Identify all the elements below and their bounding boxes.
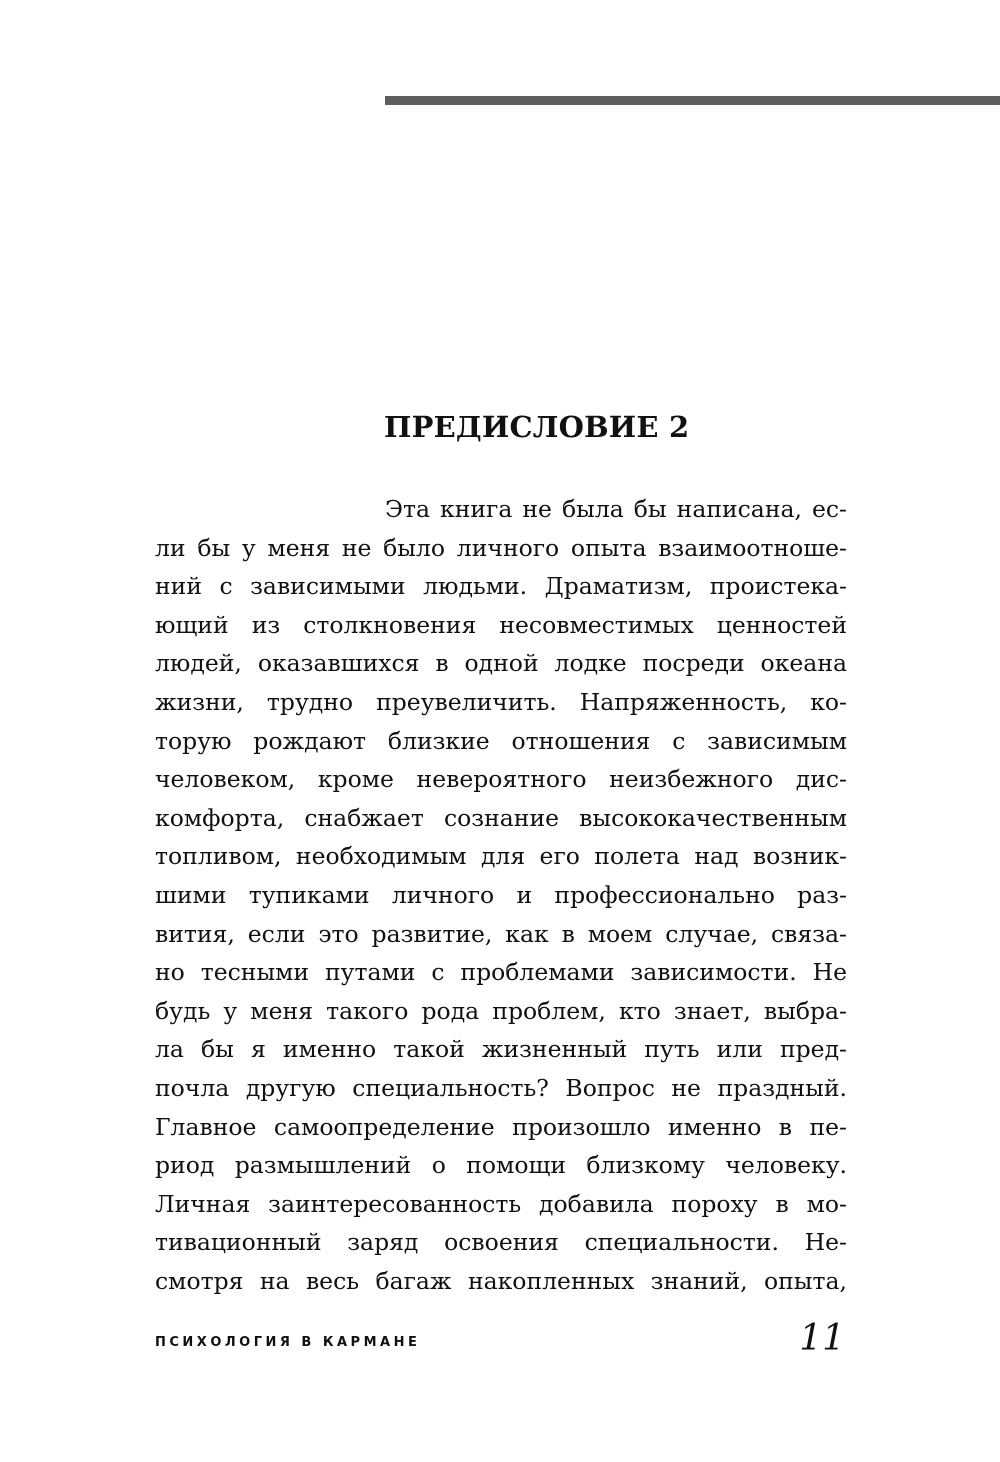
body-line: риод размышлений о помощи близкому человеку. [155, 1151, 847, 1180]
body-line: торую рождают близкие отношения с зависимым [155, 726, 847, 755]
body-line: комфорта, снабжает сознание высококачественным [155, 803, 847, 832]
body-line: топливом, необходимым для его полета над возник- [155, 842, 847, 871]
body-line: но тесными путами с проблемами зависимости. Не [155, 958, 847, 987]
body-line: тивационный заряд освоения специальности. Не- [155, 1228, 847, 1257]
running-footer-title: ПСИХОЛОГИЯ В КАРМАНЕ [155, 1335, 421, 1350]
body-line: ла бы я именно такой жизненный путь или пред- [155, 1035, 847, 1064]
body-line: будь у меня такого рода проблем, кто знает, выбра- [155, 996, 847, 1025]
body-line: человеком, кроме невероятного неизбежного дис- [155, 765, 847, 794]
body-line: Эта книга не была бы написана, ес- [385, 495, 847, 523]
body-line: жизни, трудно преувеличить. Напряженность, ко- [155, 687, 847, 716]
body-line: ли бы у меня не было личного опыта взаимоотноше- [155, 533, 847, 562]
body-line: почла другую специальность? Вопрос не праздный. [155, 1073, 847, 1102]
page-number: 11 [799, 1318, 845, 1359]
body-line: ющий из столкновения несовместимых ценностей [155, 610, 847, 639]
body-text [155, 490, 847, 1300]
top-rule [385, 96, 1000, 105]
body-line: ний с зависимыми людьми. Драматизм, проистека- [155, 572, 847, 601]
body-line: Личная заинтересованность добавила пороху в мо- [155, 1189, 847, 1218]
chapter-title: ПРЕДИСЛОВИЕ 2 [384, 410, 690, 444]
body-line: Главное самоопределение произошло именно в пе- [155, 1112, 847, 1141]
body-line: вития, если это развитие, как в моем случае, связа- [155, 919, 847, 948]
body-line: людей, оказавшихся в одной лодке посреди океана [155, 649, 847, 678]
body-line: шими тупиками личного и профессионально раз- [155, 880, 847, 909]
body-line: смотря на весь багаж накопленных знаний, опыта, [155, 1266, 847, 1295]
